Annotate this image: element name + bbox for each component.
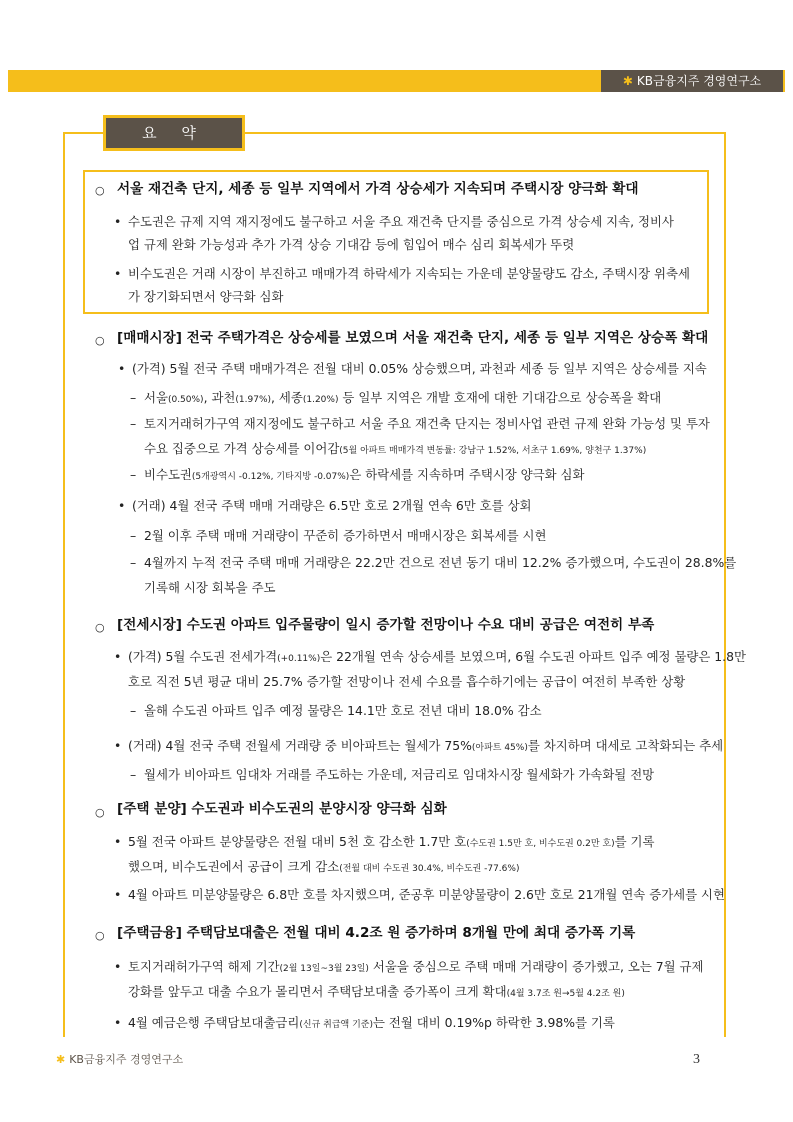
- s2-bullet-volume: • (거래) 4월 전국 주택 전월세 거래량 중 비아파트는 월세가 75%(아파트 45%)를 차지하며 대세로 고착화되는 추세: [128, 737, 723, 757]
- s1-dash-4: – 2월 이후 주택 매매 거래량이 꾸준히 증가하면서 매매시장은 회복세를 시현: [144, 527, 546, 544]
- circle-bullet-icon: ○: [95, 184, 105, 197]
- header-brand: [601, 70, 783, 92]
- s1-dash-1: – 서울(0.50%), 과천(1.97%), 세종(1.20%) 등 일부 지역은 개발 호재에 대한 기대감으로 상승폭을 확대: [144, 389, 661, 409]
- circle-bullet-icon: ○: [95, 621, 105, 634]
- s3-bullet-1-line-1: • 5월 전국 아파트 분양물량은 전월 대비 5천 호 감소한 1.7만 호(수도권 1.5만 호, 비수도권 0.2만 호)를 기록: [128, 833, 655, 853]
- circle-bullet-icon: ○: [95, 334, 105, 347]
- summary-bullet-1-line-1: • 수도권은 규제 지역 재지정에도 불구하고 서울 주요 재건축 단지를 중심으로 가격 상승세 지속, 정비사: [128, 213, 674, 230]
- kb-logo-icon: ✱: [56, 1053, 66, 1066]
- kb-logo-icon: ✱: [622, 74, 633, 88]
- s2-bullet-price-line-1: • (가격) 5월 수도권 전세가격(+0.11%)은 22개월 연속 상승세를 보였으며, 6월 수도권 아파트 입주 예정 물량은 1.8만: [128, 648, 746, 668]
- s1-dash-3: – 비수도권(5개광역시 -0.12%, 기타지방 -0.07%)은 하락세를 지속하며 주택시장 양극화 심화: [144, 466, 584, 486]
- s1-dash-2-line-2: 수요 집중으로 가격 상승세를 이어감(5월 아파트 매매가격 변동률: 강남구 1.52%, 서초구 1.69%, 양천구 1.37%): [144, 441, 647, 456]
- s2-dash-2: – 월세가 비아파트 임대차 거래를 주도하는 가운데, 저금리로 임대차시장 월세화가 가속화될 전망: [144, 766, 654, 783]
- circle-bullet-icon: ○: [95, 929, 105, 942]
- s1-dash-5-line-2: 기록해 시장 회복을 주도: [144, 580, 276, 595]
- s1-dash-2-line-1: – 토지거래허가구역 재지정에도 불구하고 서울 주요 재건축 단지는 정비사업 관련 규제 완화 가능성 및 투자: [144, 415, 710, 432]
- section-2-heading: [전세시장] 수도권 아파트 입주물량이 일시 증가할 전망이나 수요 대비 공급은 여전히 부족: [117, 617, 655, 633]
- summary-bullet-2-line-1: • 비수도권은 거래 시장이 부진하고 매매가격 하락세가 지속되는 가운데 분양물량도 감소, 주택시장 위축세: [128, 265, 690, 282]
- s1-bullet-volume: • (거래) 4월 전국 주택 매매 거래량은 6.5만 호로 2개월 연속 6만 호를 상회: [132, 497, 532, 514]
- s2-bullet-price-line-2: 호로 직전 5년 평균 대비 25.7% 증가할 전망이나 전세 수요를 흡수하기에는 공급이 여전히 부족한 상황: [128, 674, 686, 689]
- summary-headline: 서울 재건축 단지, 세종 등 일부 지역에서 가격 상승세가 지속되며 주택시장 양극화 확대: [117, 181, 639, 197]
- page-number: 3: [693, 1052, 700, 1067]
- s1-dash-5-line-1: – 4월까지 누적 전국 주택 매매 거래량은 22.2만 건으로 전년 동기 대비 12.2% 증가했으며, 수도권이 28.8%를: [144, 554, 736, 571]
- s3-bullet-2: • 4월 아파트 미분양물량은 6.8만 호를 차지했으며, 준공후 미분양물량이 2.6만 호로 21개월 연속 증가세를 시현: [128, 886, 725, 903]
- footer-brand-text: KB금융지주 경영연구소: [69, 1053, 184, 1066]
- s4-bullet-2: • 4월 예금은행 주택담보대출금리(신규 취급액 기준)는 전월 대비 0.19%p 하락한 3.98%를 기록: [128, 1014, 615, 1034]
- section-4-heading: [주택금융] 주택담보대출은 전월 대비 4.2조 원 증가하며 8개월 만에 최대 증가폭 기록: [117, 925, 636, 941]
- circle-bullet-icon: ○: [95, 806, 105, 819]
- s3-bullet-1-line-2: 했으며, 비수도권에서 공급이 크게 감소(전월 대비 수도권 30.4%, 비수도권 -77.6%): [128, 859, 520, 874]
- header-bar: [8, 70, 785, 92]
- footer-brand: [56, 1051, 183, 1067]
- section-3-heading: [주택 분양] 수도권과 비수도권의 분양시장 양극화 심화: [117, 801, 447, 817]
- summary-bullet-1-line-2: 업 규제 완화 가능성과 추가 가격 상승 기대감 등에 힘입어 매수 심리 회복세가 뚜렷: [128, 237, 575, 252]
- s4-bullet-1-line-1: • 토지거래허가구역 해제 기간(2월 13일~3월 23일) 서울을 중심으로 주택 매매 거래량이 증가했고, 오는 7월 규제: [128, 958, 703, 978]
- section-1-heading: [매매시장] 전국 주택가격은 상승세를 보였으며 서울 재건축 단지, 세종 등 일부 지역은 상승폭 확대: [117, 330, 709, 346]
- s2-dash-1: – 올해 수도권 아파트 입주 예정 물량은 14.1만 호로 전년 대비 18.0% 감소: [144, 702, 542, 719]
- header-brand-text: KB금융지주 경영연구소: [636, 74, 762, 88]
- s1-bullet-price: • (가격) 5월 전국 주택 매매가격은 전월 대비 0.05% 상승했으며, 과천과 세종 등 일부 지역은 상승세를 지속: [132, 360, 707, 377]
- summary-bullet-2-line-2: 가 장기화되면서 양극화 심화: [128, 289, 284, 304]
- summary-tab: 요 약: [103, 115, 245, 151]
- s4-bullet-1-line-2: 강화를 앞두고 대출 수요가 몰리면서 주택담보대출 증가폭이 크게 확대(4월 3.7조 원→5월 4.2조 원): [128, 984, 625, 999]
